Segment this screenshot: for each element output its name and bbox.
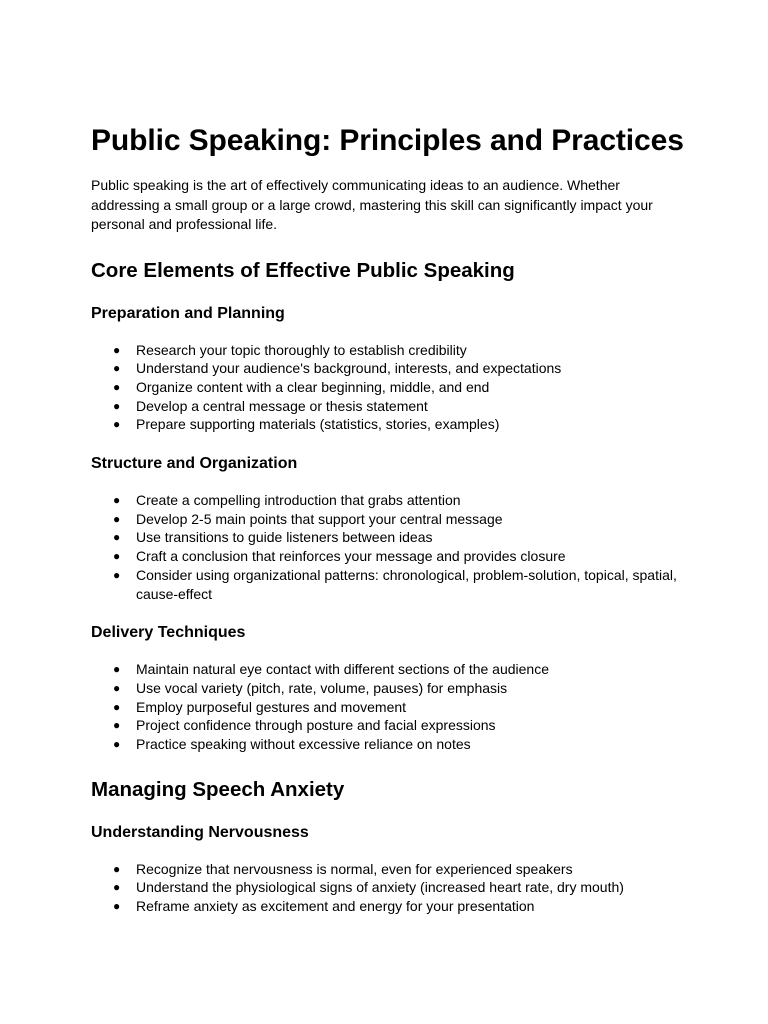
- bullet-icon: ●: [113, 567, 121, 582]
- bullet-icon: ●: [113, 662, 121, 677]
- bullet-icon: ●: [113, 511, 121, 526]
- document-title: Public Speaking: Principles and Practices: [91, 124, 684, 157]
- list-item-text: Prepare supporting materials (statistics, stories, examples): [136, 416, 500, 433]
- list-item-text: Create a compelling introduction that grabs attention: [136, 492, 461, 509]
- bullet-icon: ●: [113, 718, 121, 733]
- subheading-understanding-nervousness: Understanding Nervousness: [91, 823, 309, 841]
- section-heading-speech-anxiety: Managing Speech Anxiety: [91, 777, 345, 801]
- list-item: [91, 547, 691, 566]
- bullet-icon: ●: [113, 398, 121, 413]
- list-item-text: Understand the physiological signs of anxiety (increased heart rate, dry mouth): [136, 879, 624, 896]
- list-item-text: Maintain natural eye contact with different sections of the audience: [136, 661, 549, 678]
- list-item-text: Develop 2-5 main points that support your central message: [136, 510, 503, 527]
- list-item: [91, 897, 691, 916]
- list-item-text: Recognize that nervousness is normal, even for experienced speakers: [136, 860, 573, 877]
- list-item-text: Organize content with a clear beginning, middle, and end: [136, 378, 490, 395]
- bullet-icon: ●: [113, 361, 121, 376]
- list-item-text: Use transitions to guide listeners between ideas: [136, 529, 433, 546]
- list-item: [91, 378, 691, 397]
- bullet-list-preparation: [91, 341, 691, 435]
- bullet-icon: ●: [113, 737, 121, 752]
- bullet-list-delivery: [91, 660, 691, 754]
- bullet-icon: ●: [113, 417, 121, 432]
- list-item: [91, 528, 691, 547]
- intro-paragraph: Public speaking is the art of effectively communicating ideas to an audience. Whether addressing a small group or a large crowd, mastering this skill can significantly impact your personal and professional life.: [91, 177, 653, 232]
- list-item-text: Reframe anxiety as excitement and energy for your presentation: [136, 898, 535, 915]
- bullet-list-structure: [91, 491, 691, 603]
- bullet-icon: ●: [113, 899, 121, 914]
- bullet-icon: ●: [113, 680, 121, 695]
- list-item: [91, 491, 691, 510]
- list-item-text: Craft a conclusion that reinforces your message and provides closure: [136, 548, 566, 565]
- list-item-text: Research your topic thoroughly to establish credibility: [136, 341, 467, 358]
- list-item-text: Understand your audience's background, interests, and expectations: [136, 360, 562, 377]
- list-item: [91, 341, 691, 360]
- bullet-icon: ●: [113, 493, 121, 508]
- list-item: [91, 566, 691, 603]
- bullet-icon: ●: [113, 549, 121, 564]
- bullet-icon: ●: [113, 880, 121, 895]
- bullet-icon: ●: [113, 342, 121, 357]
- section-heading-core-elements: Core Elements of Effective Public Speaking: [91, 258, 515, 282]
- bullet-icon: ●: [113, 530, 121, 545]
- list-item: [91, 510, 691, 529]
- list-item: [91, 860, 691, 879]
- list-item-text: Employ purposeful gestures and movement: [136, 698, 407, 715]
- list-item-text: Use vocal variety (pitch, rate, volume, pauses) for emphasis: [136, 679, 508, 696]
- subheading-structure-organization: Structure and Organization: [91, 455, 298, 473]
- document-page: [91, 123, 691, 916]
- list-item: [91, 679, 691, 698]
- list-item: [91, 415, 691, 434]
- list-item: [91, 660, 691, 679]
- bullet-icon: ●: [113, 379, 121, 394]
- list-item-text: Consider using organizational patterns: chronological, problem-solution, topical, spatial, cause-effect: [136, 566, 677, 602]
- list-item: [91, 735, 691, 754]
- list-item-text: Practice speaking without excessive reliance on notes: [136, 736, 471, 753]
- list-item: [91, 698, 691, 717]
- subheading-preparation-planning: Preparation and Planning: [91, 304, 285, 322]
- bullet-icon: ●: [113, 699, 121, 714]
- list-item: [91, 878, 691, 897]
- list-item: [91, 397, 691, 416]
- bullet-icon: ●: [113, 861, 121, 876]
- list-item-text: Develop a central message or thesis statement: [136, 397, 428, 414]
- bullet-list-nervousness: [91, 860, 691, 916]
- list-item: [91, 716, 691, 735]
- subheading-delivery-techniques: Delivery Techniques: [91, 624, 246, 642]
- list-item: [91, 359, 691, 378]
- list-item-text: Project confidence through posture and facial expressions: [136, 717, 496, 734]
